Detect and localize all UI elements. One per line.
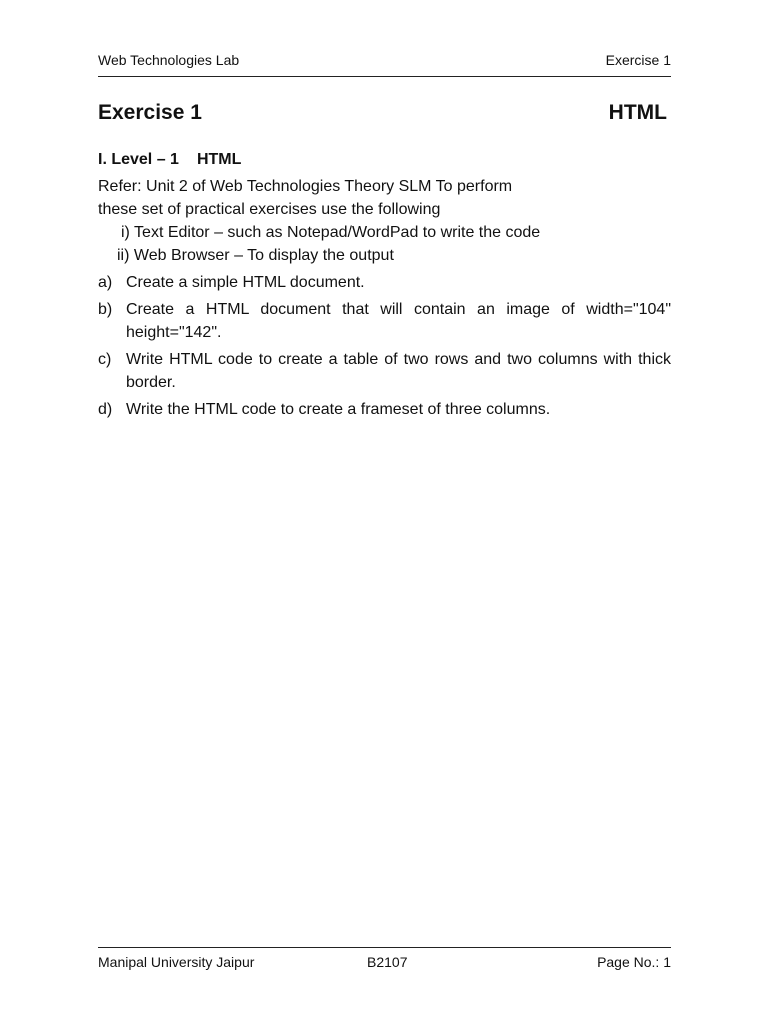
intro-line-1: Refer: Unit 2 of Web Technologies Theory SLM To perform bbox=[98, 178, 513, 195]
question-label: a) bbox=[98, 274, 113, 291]
header-course-title: Web Technologies Lab bbox=[98, 52, 240, 68]
question-label: b) bbox=[98, 301, 113, 318]
exercise-topic: HTML bbox=[608, 101, 667, 124]
page-footer bbox=[98, 947, 671, 978]
level-topic: HTML bbox=[196, 151, 242, 168]
question-item bbox=[98, 298, 671, 344]
tool-item-web-browser: ii) Web Browser – To display the output bbox=[117, 247, 394, 264]
exercise-title: Exercise 1 bbox=[98, 101, 202, 124]
level-label: I. Level – 1 bbox=[98, 151, 179, 168]
page-header bbox=[98, 52, 671, 77]
question-item bbox=[98, 348, 671, 394]
exercise-content bbox=[98, 148, 671, 421]
question-text: Create a simple HTML document. bbox=[126, 274, 365, 291]
exercise-title-row bbox=[98, 101, 667, 125]
tool-item-text-editor: i) Text Editor – such as Notepad/WordPad to write the code bbox=[121, 224, 541, 241]
question-label: d) bbox=[98, 401, 113, 418]
question-text: Create a HTML document that will contain an image of width="104" height="142". bbox=[126, 301, 671, 341]
intro-line-2: these set of practical exercises use the following bbox=[98, 201, 441, 218]
footer-university: Manipal University Jaipur bbox=[98, 954, 255, 970]
level-heading bbox=[98, 148, 671, 171]
header-exercise-label: Exercise 1 bbox=[605, 52, 671, 68]
footer-course-code: B2107 bbox=[367, 954, 408, 970]
question-text: Write HTML code to create a table of two rows and two columns with thick border. bbox=[126, 351, 671, 391]
question-item bbox=[98, 398, 671, 421]
question-item bbox=[98, 271, 671, 294]
footer-page-number: Page No.: 1 bbox=[597, 954, 671, 970]
question-label: c) bbox=[98, 351, 112, 368]
question-text: Write the HTML code to create a frameset of three columns. bbox=[126, 401, 551, 418]
